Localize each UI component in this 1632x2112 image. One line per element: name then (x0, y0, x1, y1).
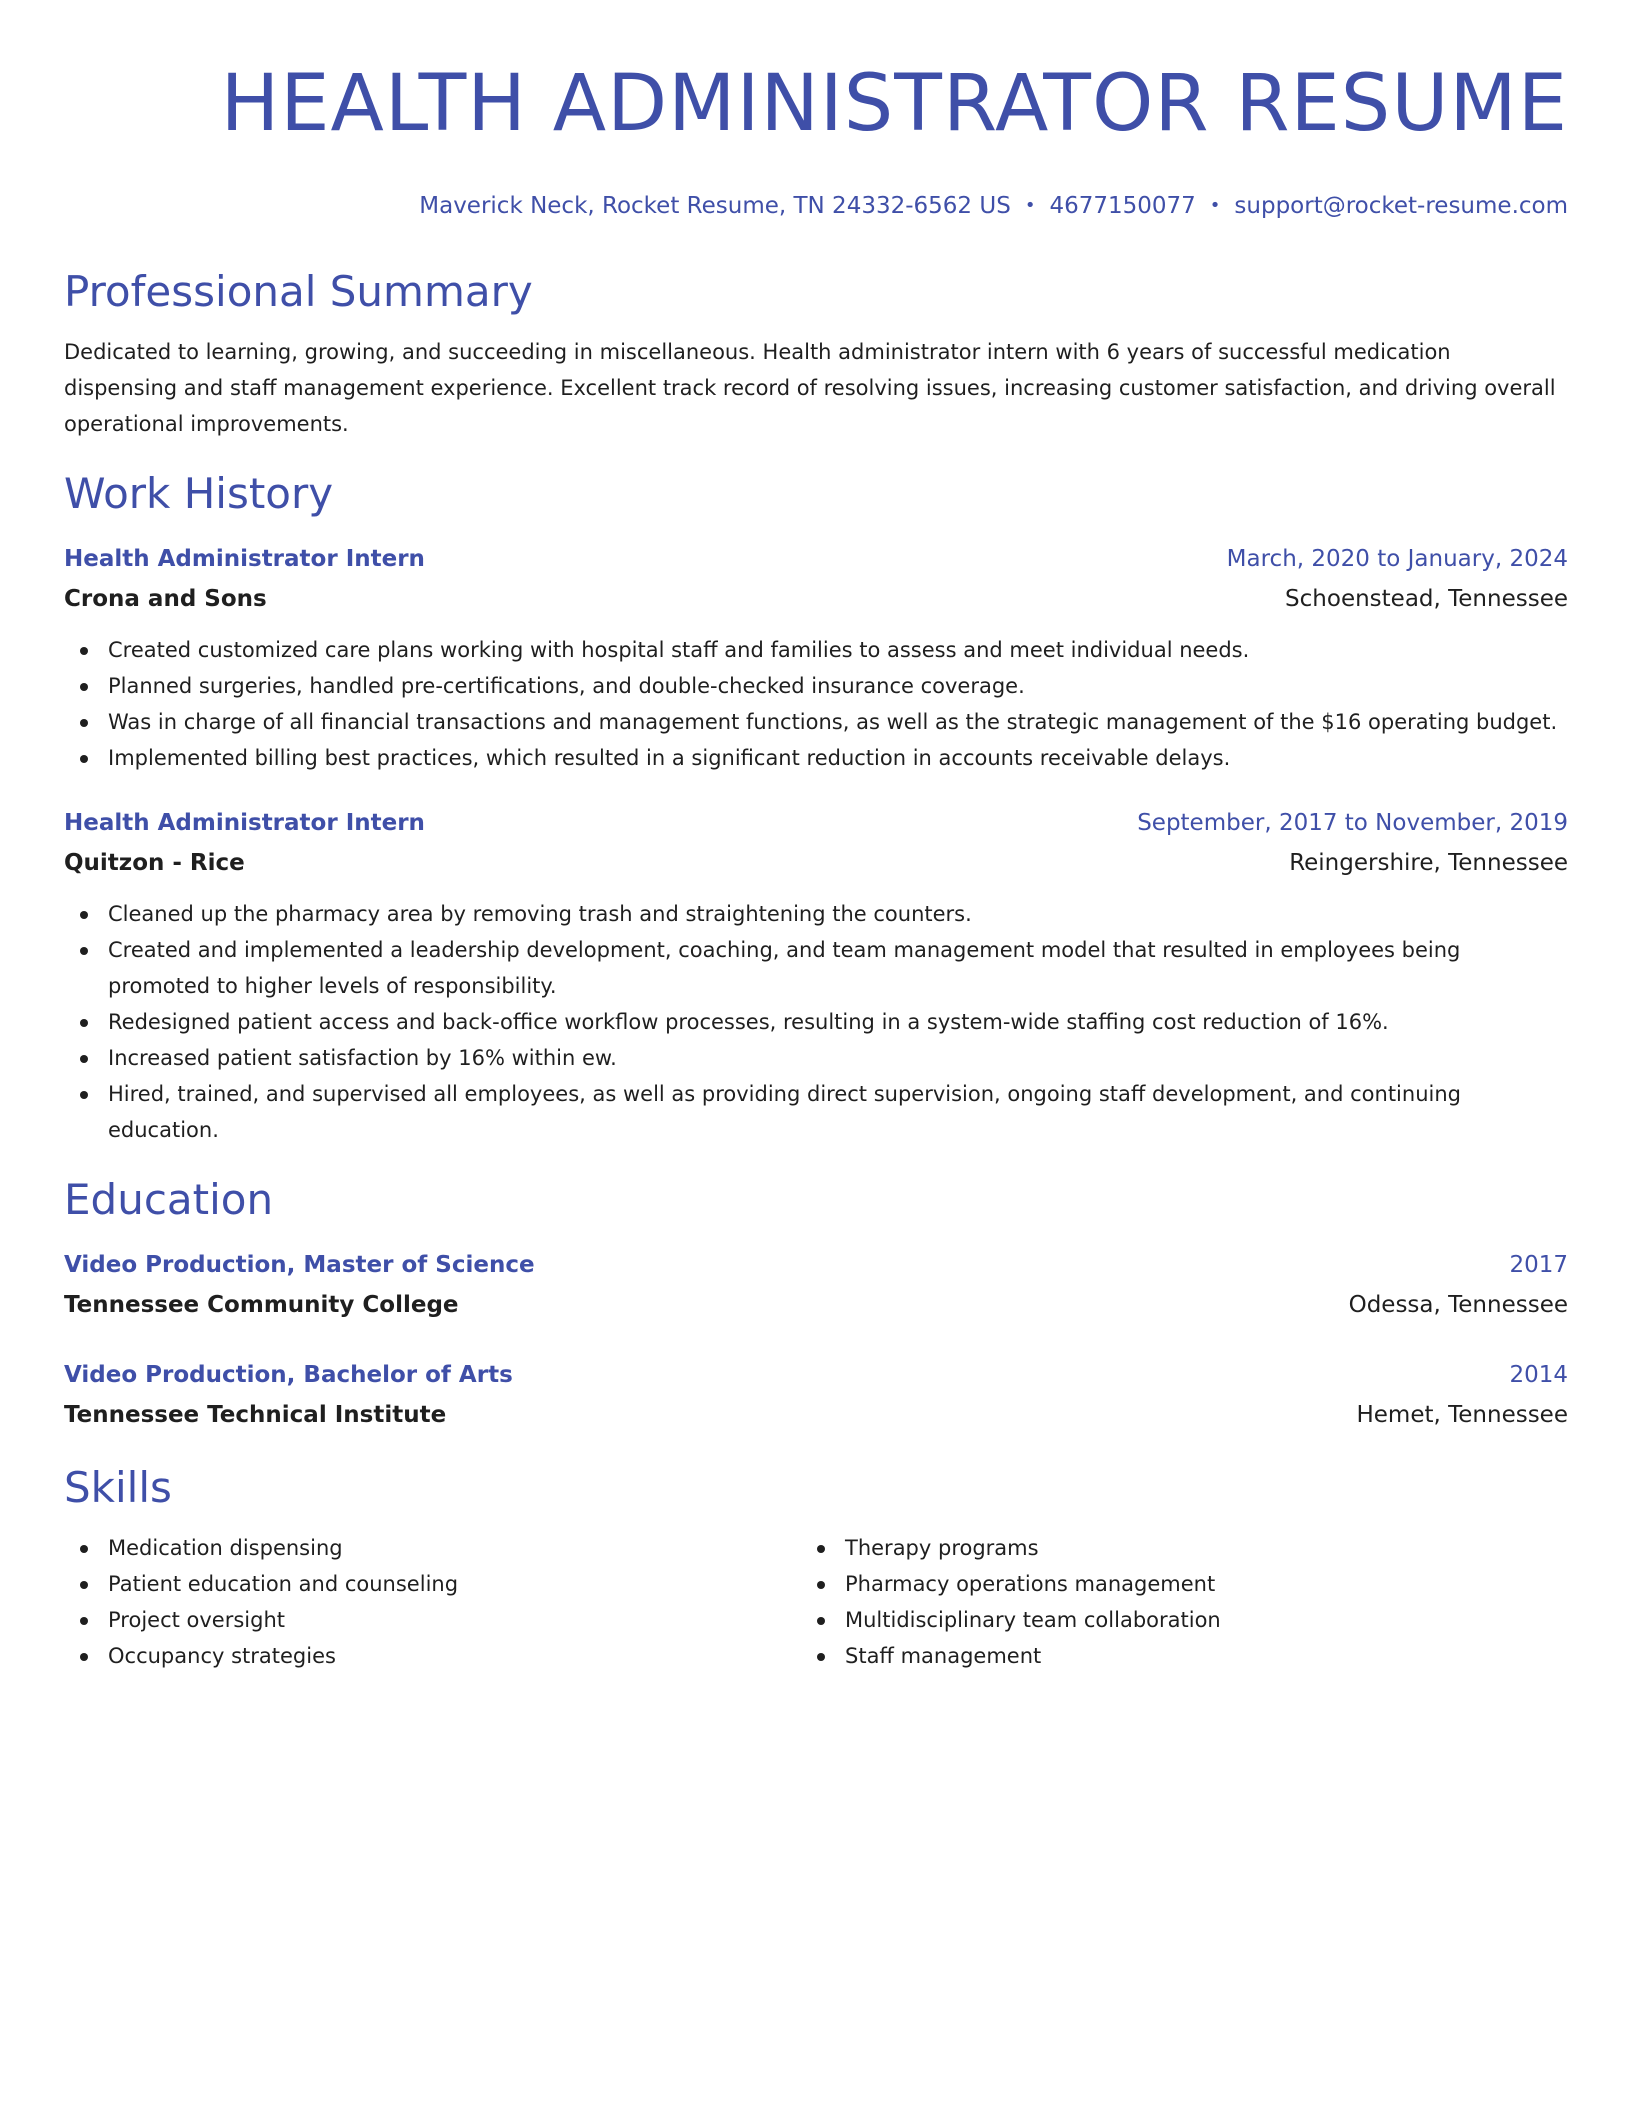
education-entry (64, 1358, 1568, 1432)
job-title: Health Administrator Intern (64, 810, 425, 836)
job-employer: Crona and Sons (64, 586, 267, 612)
job-bullets (64, 632, 1568, 776)
skills-column-left (64, 1530, 801, 1674)
skill-item: Therapy programs (801, 1530, 1538, 1566)
skills-column-right (801, 1530, 1538, 1674)
job-bullet: Cleaned up the pharmacy area by removing trash and straightening the counters. (64, 896, 1568, 932)
job-employer: Quitzon - Rice (64, 850, 245, 876)
degree: Video Production, Master of Science (64, 1252, 535, 1278)
job-bullet: Created and implemented a leadership development, coaching, and team management model that resulted in employees being promoted to higher levels of responsibility. (64, 932, 1568, 1004)
skill-item: Pharmacy operations management (801, 1566, 1538, 1602)
contact-email[interactable]: support@rocket-resume.com (1234, 193, 1568, 219)
skill-item: Occupancy strategies (64, 1638, 801, 1674)
summary-text: Dedicated to learning, growing, and succeeding in miscellaneous. Health administrator intern with 6 years of successful medication dispensing and staff management experience. Excellent track record of resolving issues, increasing customer satisfaction, and driving overall operational improvements. (64, 340, 1556, 436)
graduation-year: 2017 (1509, 1252, 1568, 1278)
school-name: Tennessee Community College (64, 1292, 459, 1318)
contact-separator: • (1209, 195, 1221, 216)
job-bullets (64, 896, 1568, 1148)
skill-item: Patient education and counseling (64, 1566, 801, 1602)
job-bullet: Planned surgeries, handled pre-certifications, and double-checked insurance coverage. (64, 668, 1568, 704)
job-bullet: Implemented billing best practices, which resulted in a significant reduction in accounts receivable delays. (64, 740, 1568, 776)
job-dates: March, 2020 to January, 2024 (1226, 546, 1568, 572)
contact-line (64, 190, 1568, 222)
job-title: Health Administrator Intern (64, 546, 425, 572)
job-bullet: Increased patient satisfaction by 16% within ew. (64, 1040, 1568, 1076)
skills-heading: Skills (64, 1463, 172, 1512)
skill-item: Project oversight (64, 1602, 801, 1638)
job-bullet: Redesigned patient access and back-office workflow processes, resulting in a system-wide staffing cost reduction of 16%. (64, 1004, 1568, 1040)
work-history-heading: Work History (64, 469, 334, 518)
job-location: Schoenstead, Tennessee (1285, 586, 1568, 612)
job-bullet: Was in charge of all financial transactions and management functions, as well as the strategic management of the $16 operating budget. (64, 704, 1568, 740)
skill-item: Staff management (801, 1638, 1538, 1674)
job-entry (64, 806, 1568, 1148)
skills-list (64, 1530, 1568, 1674)
job-bullet: Hired, trained, and supervised all employees, as well as providing direct supervision, ongoing staff development, and continuing education. (64, 1076, 1568, 1148)
job-bullet: Created customized care plans working with hospital staff and families to assess and meet individual needs. (64, 632, 1568, 668)
school-name: Tennessee Technical Institute (64, 1402, 447, 1428)
skill-item: Multidisciplinary team collaboration (801, 1602, 1538, 1638)
school-location: Odessa, Tennessee (1348, 1292, 1568, 1318)
job-entry (64, 542, 1568, 776)
contact-separator: • (1024, 195, 1036, 216)
contact-address: Maverick Neck, Rocket Resume, TN 24332-6562 US (419, 193, 1011, 219)
summary-heading: Professional Summary (64, 267, 533, 316)
job-dates: September, 2017 to November, 2019 (1137, 810, 1568, 836)
contact-phone: 4677150077 (1049, 193, 1196, 219)
resume-title: HEALTH ADMINISTRATOR RESUME (220, 59, 1568, 149)
school-location: Hemet, Tennessee (1356, 1402, 1568, 1428)
job-location: Reingershire, Tennessee (1289, 850, 1568, 876)
degree: Video Production, Bachelor of Arts (64, 1362, 513, 1388)
education-heading: Education (64, 1175, 274, 1224)
graduation-year: 2014 (1509, 1362, 1568, 1388)
education-entry (64, 1248, 1568, 1322)
skill-item: Medication dispensing (64, 1530, 801, 1566)
